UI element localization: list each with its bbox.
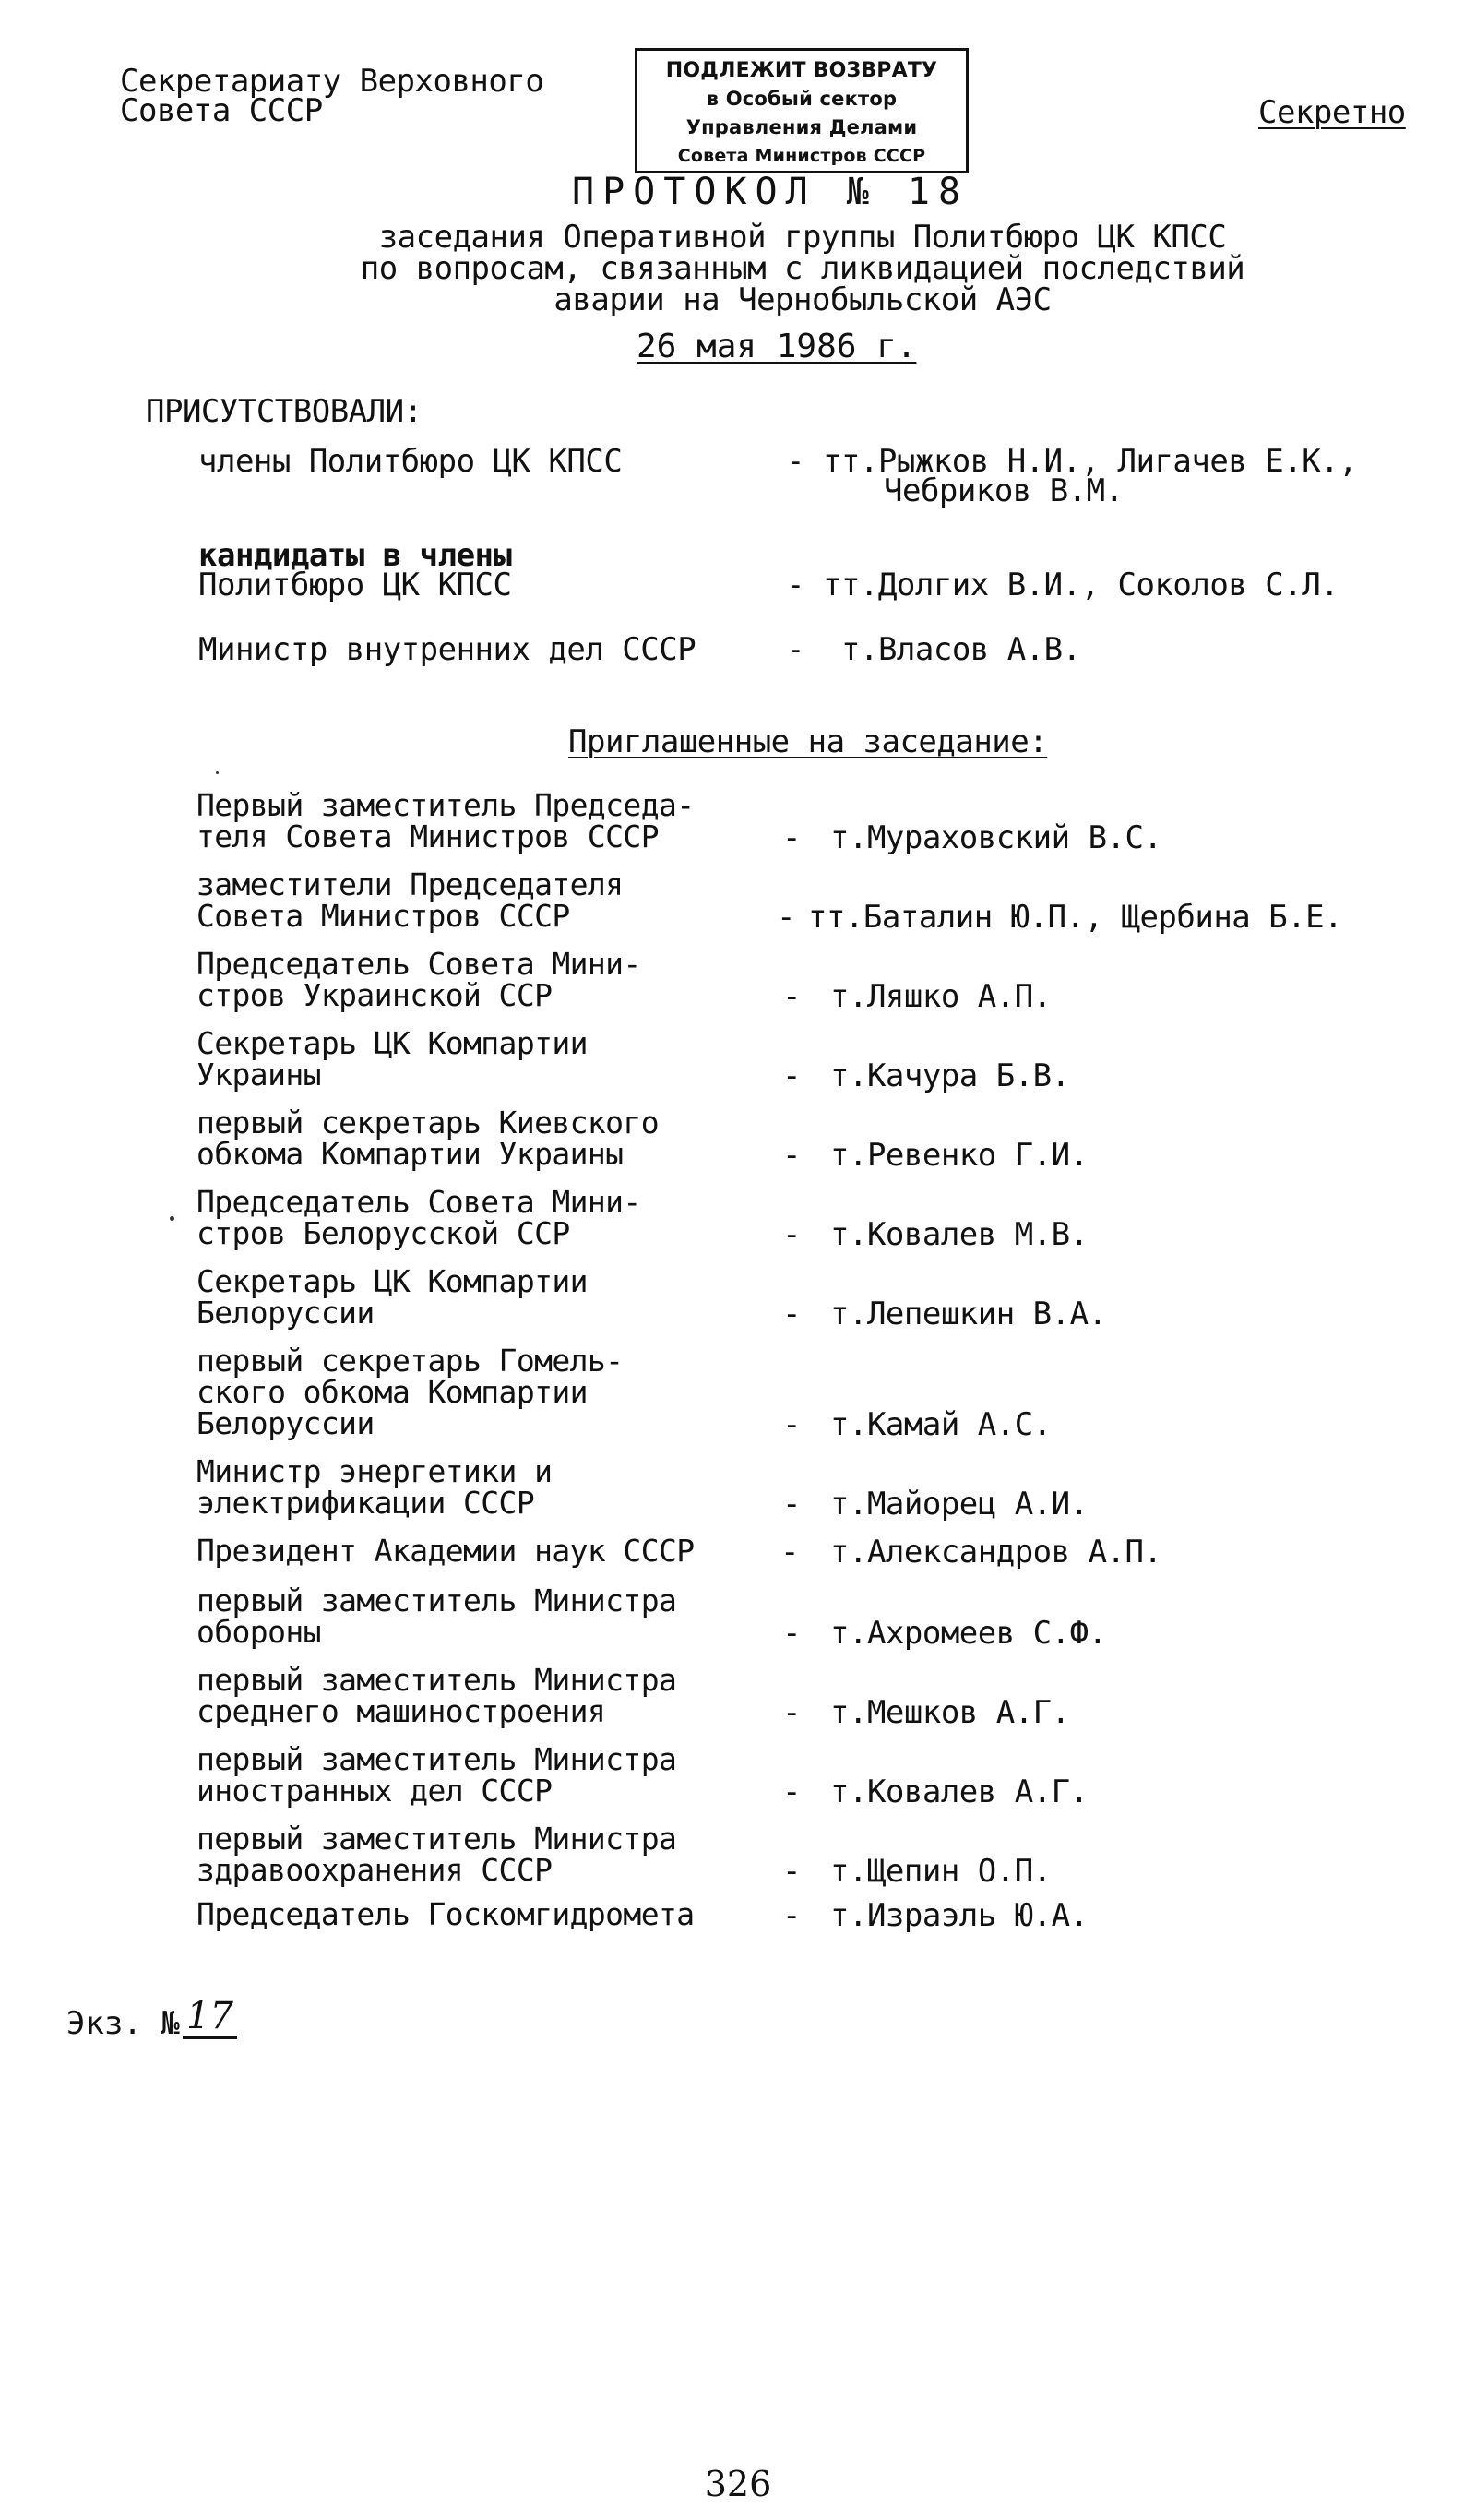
scan-speck	[216, 771, 219, 774]
invited-name: т.Камай А.С.	[830, 1406, 1052, 1443]
invited-dash: -	[782, 1897, 801, 1934]
invited-role	[196, 1345, 623, 1439]
invited-role	[196, 1263, 588, 1331]
present-dash: -	[786, 443, 804, 480]
addressee	[120, 63, 544, 129]
invited-role	[196, 1535, 695, 1567]
invited-dash: -	[782, 1296, 801, 1332]
invited-dash: -	[782, 1057, 801, 1094]
invited-role-line: Совета Министров СССР	[196, 898, 570, 934]
invited-role-line: Секретарь ЦК Компартии	[196, 1025, 588, 1061]
invited-role-line: первый заместитель Министра	[196, 1741, 677, 1777]
invited-role	[196, 1582, 677, 1650]
invited-dash: -	[782, 1694, 801, 1731]
invited-role	[196, 1107, 659, 1170]
copy-label: Экз. №	[66, 2005, 180, 2042]
addressee-line-2: Совета СССР	[120, 92, 323, 129]
invited-dash: -	[782, 1853, 801, 1890]
present-dash: -	[786, 631, 804, 668]
present-name: т.Власов А.В.	[841, 631, 1081, 668]
invited-role-line: Президент Академии наук СССР	[196, 1533, 695, 1569]
invited-role-line: первый секретарь Киевского	[196, 1105, 659, 1141]
invited-role-line: первый заместитель Министра	[196, 1821, 677, 1857]
invited-role-line: электрификации СССР	[196, 1485, 535, 1521]
meeting-date: 26 мая 1986 г.	[637, 328, 917, 365]
present-dash: -	[786, 567, 804, 603]
invited-dash: -	[777, 899, 795, 936]
invited-role-line: теля Совета Министров СССР	[196, 818, 659, 854]
invited-role	[196, 1741, 677, 1809]
invited-role-line: Белоруссии	[196, 1295, 375, 1331]
present-role: Министр внутренних дел СССР	[198, 631, 696, 668]
invited-role-line: здравоохранения СССР	[196, 1852, 553, 1888]
invited-name: т.Александров А.П.	[830, 1534, 1162, 1571]
stamp-line-4: Совета Министров СССР	[677, 146, 926, 166]
invited-role-line: ского обкома Компартии	[196, 1374, 588, 1410]
invited-dash: -	[780, 1534, 799, 1571]
invited-dash: -	[782, 1216, 801, 1253]
return-stamp	[635, 48, 969, 173]
invited-name: т.Ковалев А.Г.	[830, 1774, 1089, 1810]
invited-name: т.Израэль Ю.А.	[830, 1897, 1089, 1934]
invited-name: т.Ковалев М.В.	[830, 1216, 1089, 1253]
subtitle-line-1: заседания Оперативной группы Политбюро ЦК КПСС	[378, 219, 1227, 256]
invited-dash: -	[782, 819, 801, 856]
invited-name: т.Майорец А.И.	[830, 1486, 1089, 1523]
invited-role	[196, 787, 695, 854]
subtitle-line-3: аварии на Чернобыльской АЭС	[554, 281, 1052, 318]
scan-speck	[170, 1216, 174, 1221]
present-name-continued: Чебриков В.М.	[884, 472, 1124, 509]
invited-role-line: Первый заместитель Председа-	[196, 787, 695, 823]
present-name: тт.Рыжков Н.И., Лигачев Е.К.,	[823, 443, 1358, 480]
invited-dash: -	[782, 1615, 801, 1652]
stamp-line-3: Управления Делами	[685, 116, 918, 138]
invited-role	[196, 1662, 677, 1729]
invited-role-line: Председатель Совета Мини-	[196, 1184, 641, 1220]
invited-role-line: первый заместитель Министра	[196, 1662, 677, 1698]
present-heading: ПРИСУТСТВОВАЛИ:	[146, 393, 423, 430]
invited-name: т.Щепин О.П.	[830, 1853, 1052, 1890]
invited-role	[196, 1896, 695, 1932]
invited-name: т.Ахромеев С.Ф.	[830, 1615, 1107, 1652]
invited-dash: -	[782, 1137, 801, 1174]
present-role-continued: Политбюро ЦК КПСС	[198, 567, 512, 603]
present-role: члены Политбюро ЦК КПСС	[198, 443, 623, 480]
copy-number: 17	[183, 1996, 237, 2039]
invited-role-line: Министр энергетики и	[196, 1453, 553, 1489]
invited-role-line: стров Украинской ССР	[196, 977, 553, 1013]
page-number: 326	[704, 2464, 772, 2504]
invited-role	[196, 1025, 588, 1093]
invited-role-line: первый заместитель Министра	[196, 1582, 677, 1618]
invited-dash: -	[782, 1774, 801, 1810]
invited-role	[196, 1184, 641, 1251]
invited-role-line: Белоруссии	[196, 1405, 375, 1441]
subtitle-line-2: по вопросам, связанным с ликвидацией последствий	[360, 250, 1245, 287]
invited-name: т.Мешков А.Г.	[830, 1694, 1070, 1731]
invited-name: т.Лепешкин В.А.	[830, 1296, 1107, 1332]
invited-role-line: среднего машиностроения	[196, 1693, 606, 1729]
invited-role	[196, 1453, 553, 1521]
invited-role-line: иностранных дел СССР	[196, 1773, 553, 1809]
invited-name: т.Качура Б.В.	[830, 1057, 1070, 1094]
present-name: тт.Долгих В.И., Соколов С.Л.	[823, 567, 1339, 603]
invited-name: т.Ляшко А.П.	[830, 978, 1052, 1015]
invited-role	[196, 1823, 676, 1886]
invited-role-line: Председатель Госкомгидромета	[196, 1896, 695, 1932]
invited-role	[196, 946, 641, 1013]
invited-name: т.Мураховский В.С.	[830, 819, 1162, 856]
invited-role-line: Секретарь ЦК Компартии	[196, 1263, 588, 1299]
invited-role-line: первый секретарь Гомель-	[196, 1343, 624, 1379]
invited-name: тт.Баталин Ю.П., Щербина Б.Е.	[808, 899, 1343, 936]
invited-role-line: обороны	[196, 1614, 321, 1650]
invited-role-line: Председатель Совета Мини-	[196, 946, 641, 982]
protocol-subtitle	[314, 221, 1292, 316]
addressee-line-1: Секретариату Верховного	[120, 63, 544, 100]
invited-name: т.Ревенко Г.И.	[830, 1137, 1089, 1174]
classification-label: Секретно	[1258, 94, 1406, 131]
protocol-title: ПРОТОКОЛ № 18	[572, 171, 970, 213]
invited-dash: -	[782, 1406, 801, 1443]
stamp-line-1: ПОДЛЕЖИТ ВОЗВРАТУ	[665, 59, 938, 82]
invited-role-line: Украины	[196, 1057, 321, 1093]
invited-role-line: заместители Председателя	[196, 866, 624, 902]
stamp-line-2: в Особый сектор	[706, 88, 898, 110]
invited-role-line: обкома Компартии Украины	[196, 1136, 624, 1172]
invited-heading: Приглашенные на заседание:	[568, 723, 1048, 760]
invited-dash: -	[782, 978, 801, 1015]
invited-role	[196, 866, 624, 934]
invited-role-line: стров Белорусской ССР	[196, 1215, 570, 1251]
invited-dash: -	[782, 1486, 801, 1523]
present-role: кандидаты в члены	[198, 537, 512, 574]
